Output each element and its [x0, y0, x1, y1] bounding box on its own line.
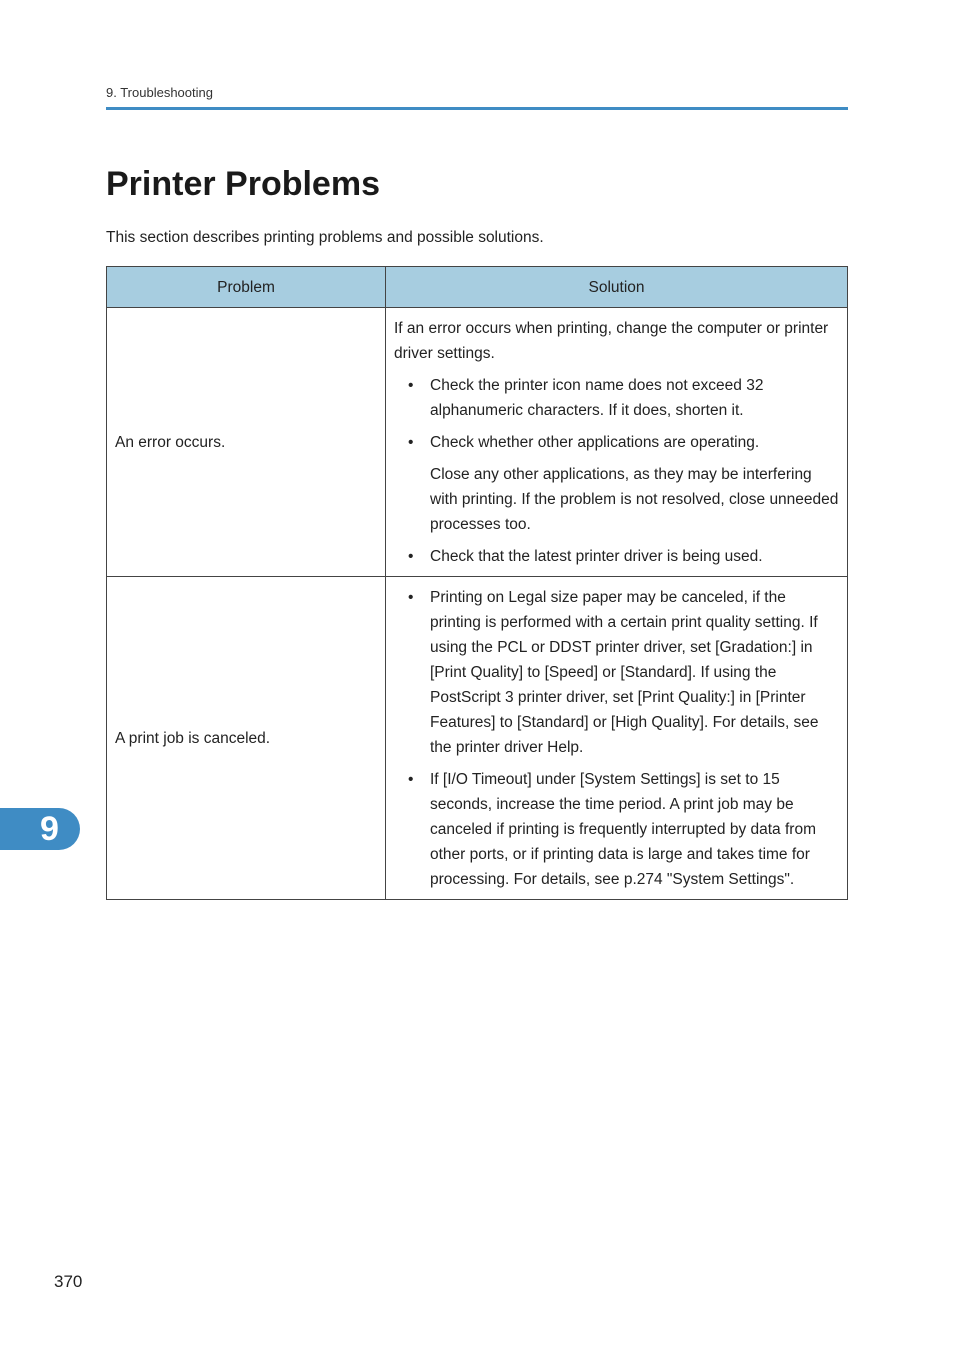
- solution-bullet: [394, 544, 839, 569]
- solution-bullet: [394, 585, 839, 760]
- solution-bullet-text: If [I/O Timeout] under [System Settings] is set to 15 seconds, increase the time period. A print job may be canceled if printing is frequently interrupted by data from other ports, or if printing data is large and takes time for processing. For details, see p.274 "System Settings".: [430, 771, 816, 888]
- header-rule: [106, 107, 848, 110]
- bullet-icon: •: [408, 434, 414, 451]
- solution-bullet-text: Printing on Legal size paper may be canceled, if the printing is performed with a certain print quality setting. If using the PCL or DDST printer driver, set [Gradation:] in [Print Quality] to [Speed] or [Standard]. If using the PostScript 3 printer driver, set [Print Quality:] in [Printer Features] to [Standard] or [High Quality]. For details, see the printer driver Help.: [430, 589, 819, 756]
- chapter-number: 9: [40, 810, 59, 848]
- solution-bullet: [394, 430, 839, 537]
- intro-text: This section describes printing problems and possible solutions.: [106, 229, 544, 246]
- column-header-problem: Problem: [107, 267, 386, 308]
- chapter-tab: [0, 808, 80, 850]
- table-header-row: [107, 267, 848, 308]
- solution-cell: [386, 308, 848, 577]
- bullet-icon: •: [408, 771, 414, 788]
- solution-list: [394, 373, 839, 569]
- column-header-solution: Solution: [386, 267, 848, 308]
- solution-list: [394, 585, 839, 892]
- problems-table: [106, 266, 848, 900]
- solution-bullet-note: Close any other applications, as they may be interfering with printing. If the problem is not resolved, close unneeded processes too.: [430, 466, 839, 533]
- table-row: [107, 577, 848, 900]
- solution-bullet-text: Check whether other applications are operating.: [430, 434, 760, 451]
- bullet-icon: •: [408, 548, 414, 565]
- solution-bullet-text: Check that the latest printer driver is being used.: [430, 548, 763, 565]
- solution-intro: If an error occurs when printing, change the computer or printer driver settings.: [394, 320, 829, 362]
- solution-bullet-text: Check the printer icon name does not exceed 32 alphanumeric characters. If it does, shorten it.: [430, 377, 764, 419]
- bullet-icon: •: [408, 589, 414, 606]
- page-number: 370: [54, 1272, 83, 1291]
- problem-cell: A print job is canceled.: [107, 577, 386, 900]
- table-row: [107, 308, 848, 577]
- bullet-icon: •: [408, 377, 414, 394]
- solution-cell: [386, 577, 848, 900]
- running-header: 9. Troubleshooting: [106, 85, 213, 100]
- page-title: Printer Problems: [106, 165, 380, 203]
- solution-bullet: [394, 767, 839, 892]
- solution-bullet: [394, 373, 839, 423]
- problem-cell: An error occurs.: [107, 308, 386, 577]
